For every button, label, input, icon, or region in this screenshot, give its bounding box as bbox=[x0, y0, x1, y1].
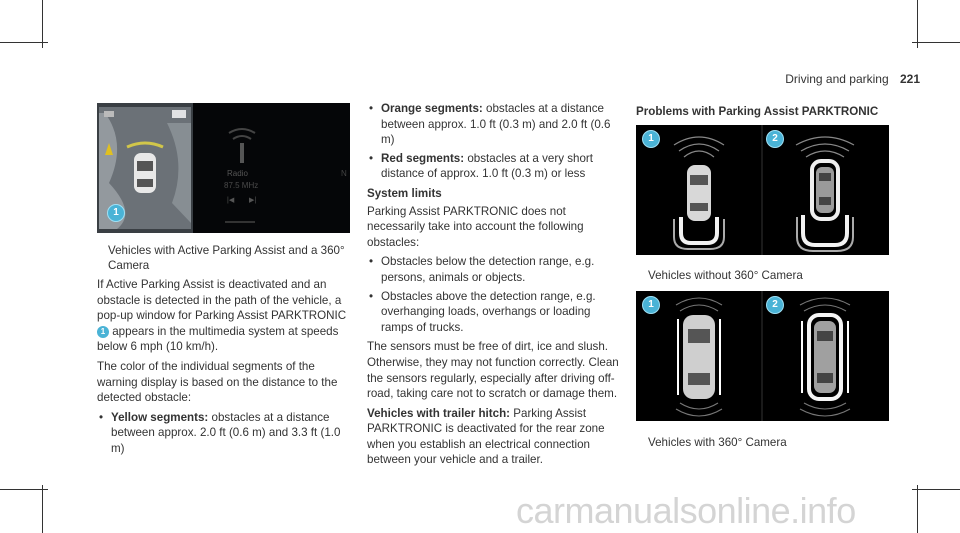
callout-badge: 1 bbox=[107, 204, 125, 222]
figure-caption: Vehicles with 360° Camera bbox=[648, 436, 787, 449]
page-number: 221 bbox=[899, 72, 920, 86]
paragraph-text: appears in the multimedia system at speeds below 6 mph (10 km/h). bbox=[97, 324, 339, 354]
callout-badge: 2 bbox=[766, 130, 784, 148]
segment-list bbox=[97, 410, 355, 457]
crop-mark bbox=[0, 489, 48, 490]
caption-text: Vehicles with Active Parking Assist and a 360° Camera bbox=[108, 244, 345, 272]
figure-caption: Vehicles without 360° Camera bbox=[648, 269, 803, 282]
middle-column bbox=[367, 101, 619, 472]
watermark: carmanualsonline.info bbox=[516, 490, 856, 531]
list-item: • Obstacles above the detection range, e.g. overhanging loads, overhangs or loading ramps of trucks. bbox=[381, 289, 619, 336]
callout-badge: 1 bbox=[97, 326, 109, 338]
section-title: Driving and parking bbox=[785, 72, 889, 86]
bullet-text: obstacles at a distance between approx. 1.0 ft (0.3 m) and 2.0 ft (0.6 m) bbox=[381, 102, 611, 147]
bullet-term: Yellow segments: bbox=[111, 410, 209, 424]
multimedia-screen-graphic bbox=[97, 103, 350, 233]
figure-caption bbox=[97, 243, 355, 273]
skip-back-icon: |◀ bbox=[227, 197, 235, 204]
list-item bbox=[111, 410, 355, 457]
paragraph bbox=[367, 406, 619, 468]
paragraph-text: If Active Parking Assist is deactivated and an obstacle is detected in the path of the vehicle, a pop-up window for Parking Assist PARKTRONIC bbox=[97, 278, 347, 323]
bullet-text: obstacles at a distance between approx. 2.0 ft (0.6 m) and 3.3 ft (1.0 m) bbox=[111, 410, 341, 455]
paragraph bbox=[97, 277, 355, 355]
right-column bbox=[636, 101, 886, 122]
skip-forward-icon: ▶| bbox=[249, 197, 257, 204]
bullet-term: Orange segments: bbox=[381, 102, 483, 115]
limits-list bbox=[367, 254, 619, 335]
crop-mark bbox=[0, 42, 48, 43]
paragraph: The color of the individual segments of the warning display is based on the distance to the detected obstacle: bbox=[97, 359, 338, 405]
list-item: • Obstacles below the detection range, e.g. persons, animals or objects. bbox=[381, 254, 619, 285]
crop-mark bbox=[917, 0, 918, 48]
segment-list bbox=[367, 101, 619, 182]
radio-frequency: 87.5 MHz bbox=[224, 181, 259, 190]
crop-mark bbox=[912, 489, 960, 490]
multimedia-screen-image bbox=[97, 103, 350, 233]
list-item bbox=[381, 151, 619, 182]
crop-mark bbox=[42, 485, 43, 533]
section-heading: Problems with Parking Assist PARKTRONIC bbox=[636, 105, 879, 118]
figure-without-camera bbox=[636, 125, 889, 255]
crop-mark bbox=[917, 485, 918, 533]
callout-badge: 2 bbox=[766, 296, 784, 314]
parking-sensor-graphic bbox=[636, 125, 889, 255]
bullet-term: Red segments: bbox=[381, 151, 465, 165]
radio-label: Radio bbox=[227, 169, 248, 178]
figure-with-camera bbox=[636, 291, 889, 421]
callout-badge: 1 bbox=[642, 130, 660, 148]
section-heading: System limits bbox=[367, 186, 442, 200]
callout-badge: 1 bbox=[642, 296, 660, 314]
crop-mark bbox=[42, 0, 43, 48]
page-header bbox=[785, 72, 920, 86]
side-letter: N bbox=[341, 169, 347, 178]
paragraph-term: Vehicles with trailer hitch: bbox=[367, 406, 511, 420]
list-item bbox=[381, 101, 619, 148]
parking-sensor-graphic bbox=[636, 291, 889, 421]
paragraph: Parking Assist PARKTRONIC does not necessarily take into account the following obstacles: bbox=[367, 204, 584, 249]
bullet-text: obstacles at a very short distance of approx. 1.0 ft (0.3 m) or less bbox=[381, 151, 594, 181]
paragraph-text: Parking Assist PARKTRONIC is deactivated for the rear zone when you establish an electrical connection between your vehicle and a trailer. bbox=[367, 406, 605, 467]
left-column bbox=[97, 243, 355, 461]
paragraph: The sensors must be free of dirt, ice and slush. Otherwise, they may not function correctly. Clean the sensors regularly, especially after driving off-road, taking care not to scratch or damage them. bbox=[367, 340, 619, 401]
crop-mark bbox=[912, 42, 960, 43]
